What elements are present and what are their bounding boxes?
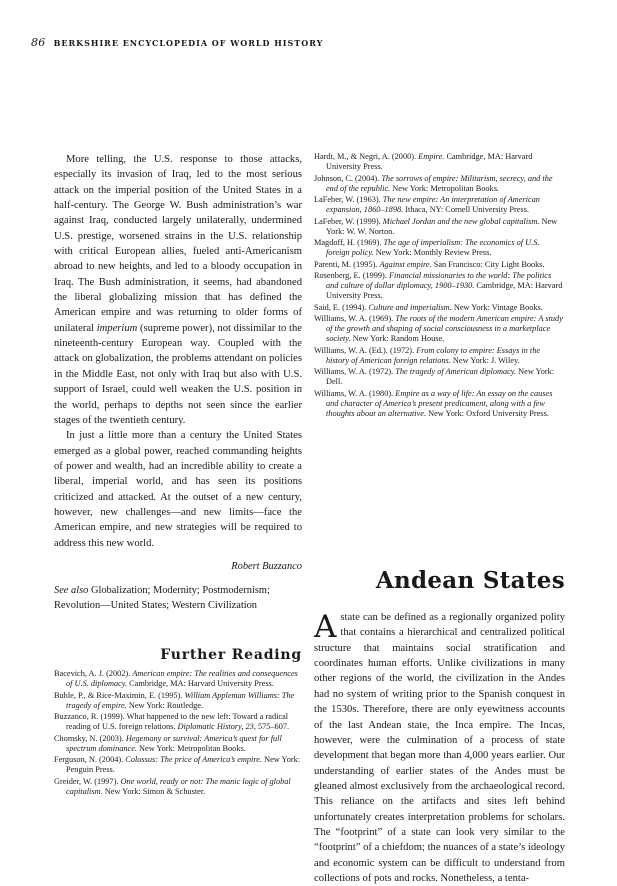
reference-item: LaFeber, W. (1963). The new empire: An interpretation of American expansion, 1860–1898. Ithaca, NY: Cornell University Press. xyxy=(314,195,540,215)
page-number: 86 xyxy=(31,36,46,49)
running-header xyxy=(31,36,323,49)
reference-list-continued xyxy=(314,152,565,419)
author-signature: Robert Buzzanco xyxy=(231,560,302,572)
reference-item: Buhle, P., & Rice-Maximin, E. (1995). William Appleman Williams: The tragedy of empire. New York: Routledge. xyxy=(54,690,295,710)
reference-item: Buzzanco, R. (1999). What happened to the new left: Toward a radical reading of U.S. foreign relations. Diplomatic History, 23, 575–607. xyxy=(54,712,290,732)
article-paragraph: Astate can be defined as a regionally organized polity that contains a hierarchical and centralized political structure that maintains social stratification and coordinates human efforts. Unlike civilizations in many other regions of the world, the civilization in the Andes had no system of writing prior to the Spanish conquest in the 1530s. Therefore, there are only eyewitness accounts of the last Andean state, the Inca empire. The Incas, however, were the culmination of a process of state development that began more than 4,000 years earlier. Our understanding of earlier states of the Andes must be gleaned almost exclusively from the archaeological record. This reliance on the artifacts and sites left behind unfortunately creates interpretation problems for scholars. The “footprint” of a state can look very similar to the “footprint” of a chiefdom; the nuances of a state’s ideology and economic system can be difficult to understand from collections of pots and rocks. Nonetheless, a tenta- xyxy=(314,609,565,884)
body-paragraph: More telling, the U.S. response to those attacks, especially its invasion of Iraq, led to the most serious attack on the imperial position of the United States in a half-century. The George W. Bush administration’s war against Iraq, conducted largely unilaterally, undermined U.S. prestige, worsened strains in the U.S. relationship with critical European allies, fueled anti-Americanism abroad to new heights, and led to a bloody occupation in Iraq. The Bush administration, it seems, had abandoned the liberal globalizing mission that has defined the American empire and was returning to older forms of unilateral imperium (supreme power), not dissimilar to the nineteenth-century European way. Coupled with the attack on globalization, the problems attendant on policies in the Middle East, not only with Iraq but also with U.S. support of Israel, could well weaken the U.S. position in the world, perhaps to depths not seen since the earlier stages of the twentieth century. xyxy=(54,154,302,426)
reference-item: Rosenberg, E. (1999). Financial missionaries to the world: The politics and culture of dollar diplomacy, 1900–1930. Cambridge, MA: Harvard University Press. xyxy=(314,270,563,301)
italic-term: imperium xyxy=(96,322,138,334)
reference-item: Williams, W. A. (1969). The roots of the modern American empire: A study of the growth and shaping of social consciousness in a marketplace society. New York: Random House. xyxy=(314,313,563,344)
see-also xyxy=(54,584,302,613)
reference-item: Williams, W. A. (1972). The tragedy of American diplomacy. New York: Dell. xyxy=(314,367,555,387)
reference-item: Williams, W. A. (Ed.). (1972). From colony to empire: Essays in the history of American foreign relations. New York: J. Wiley. xyxy=(314,345,541,365)
drop-cap: A xyxy=(314,609,337,646)
body-paragraph: In just a little more than a century the United States emerged as a global power, reached commanding heights of power and wealth, had an incredible ability to create a liberal, imperial world, and has seen its positions criticized and attacked. At the outset of a new century, however, new challenges—and new limits—face the American empire, and new strategies will be required to address this new world. xyxy=(54,430,302,549)
reference-item: Johnson, C. (2004). The sorrows of empire: Militarism, secrecy, and the end of the republic. New York: Metropolitan Books. xyxy=(314,173,553,193)
right-column xyxy=(314,152,565,886)
left-column xyxy=(54,152,302,798)
reference-item: Hardt, M., & Negri, A. (2000). Empire. Cambridge, MA: Harvard University Press. xyxy=(314,152,533,172)
reference-item: Said, E. (1994). Culture and imperialism. New York: Vintage Books. xyxy=(314,302,543,312)
running-title: BERKSHIRE ENCYCLOPEDIA OF WORLD HISTORY xyxy=(53,38,324,48)
reference-item: Williams, W. A. (1980). Empire as a way of life: An essay on the causes and character of America’s present predicament, along with a few thoughts about an alternative. New York: Oxford University Press. xyxy=(314,388,553,418)
reference-item: Magdoff, H. (1969). The age of imperialism: The economics of U.S. foreign policy. New York: Monthly Review Press. xyxy=(314,238,540,258)
see-also-links: Globalization; Modernity; Postmodernism; Revolution—United States; Western Civilization xyxy=(54,584,270,611)
reference-item: LaFeber, W. (1999). Michael Jordan and the new global capitalism. New York: W. W. Norton. xyxy=(314,216,558,236)
reference-item: Ferguson, N. (2004). Colossus: The price of America’s empire. New York: Penguin Press. xyxy=(54,755,301,775)
see-also-label: See also xyxy=(54,584,89,596)
reference-item: Greider, W. (1997). One world, ready or not: The manic logic of global capitalism. New York: Simon & Schuster. xyxy=(54,776,291,796)
reference-list xyxy=(54,669,302,797)
article-title: Andean States xyxy=(375,567,565,595)
further-reading-heading: Further Reading xyxy=(160,647,302,664)
reference-item: Parenti, M. (1995). Against empire. San Francisco: City Light Books. xyxy=(314,259,545,269)
reference-item: Chomsky, N. (2003). Hegemony or survival: America’s quest for full spectrum dominance. New York: Metropolitan Books. xyxy=(54,733,282,753)
reference-item: Bacevich, A. J. (2002). American empire: The realities and consequences of U.S. diplomacy. Cambridge, MA: Harvard University Press. xyxy=(54,669,298,689)
